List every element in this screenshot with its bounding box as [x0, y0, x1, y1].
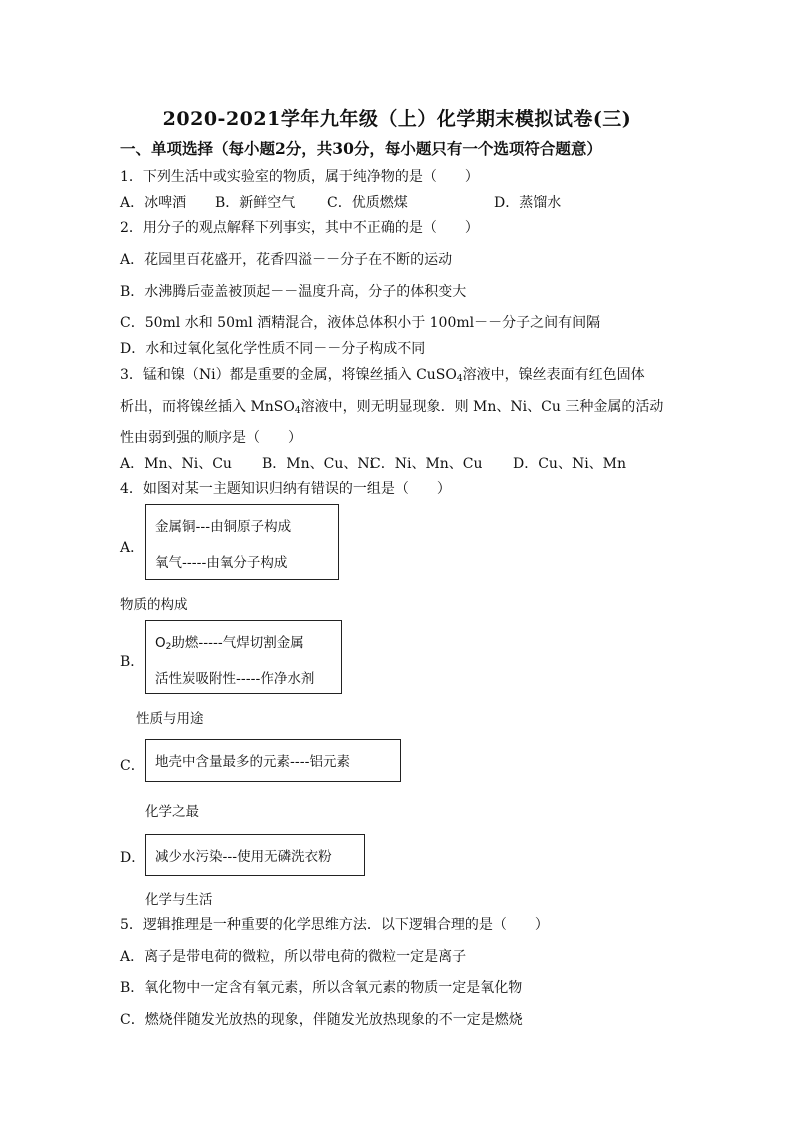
question-3-option-d: D．Cu、Ni、Mn	[513, 456, 627, 472]
question-1-stem: 1．下列生活中或实验室的物质，属于纯净物的是（ ）	[120, 169, 479, 185]
question-2-option-b: B．水沸腾后壶盖被顶起－－温度升高，分子的体积变大	[120, 284, 467, 300]
page-title: 2020-2021学年九年级（上）化学期末模拟试卷(三)	[162, 108, 632, 130]
question-2-option-d: D．水和过氧化氢化学性质不同－－分子构成不同	[120, 341, 426, 357]
question-4-option-a-label: A．	[120, 540, 145, 556]
question-5-option-b: B．氧化物中一定含有氧元素，所以含氧元素的物质一定是氧化物	[120, 980, 523, 996]
question-4-option-d-caption: 化学与生活	[145, 892, 213, 908]
question-1-option-a: A．冰啤酒	[120, 195, 187, 211]
question-5-option-c: C．燃烧伴随发光放热的现象，伴随发光放热现象的不一定是燃烧	[120, 1012, 523, 1028]
option-a-line-2: 氧气-----由氧分子构成	[155, 555, 288, 571]
question-3-line-1: 3．锰和镍（Ni）都是重要的金属，将镍丝插入 CuSO$_4$溶液中，镍丝表面有红色固体	[120, 367, 645, 384]
question-3-option-a: A．Mn、Ni、Cu	[120, 456, 232, 472]
question-3-option-c: C．Ni、Mn、Cu	[370, 456, 483, 472]
question-2-option-a: A．花园里百花盛开，花香四溢－－分子在不断的运动	[120, 252, 453, 268]
question-4-option-b-caption: 性质与用途	[136, 711, 204, 727]
question-5-option-a: A．离子是带电荷的微粒，所以带电荷的微粒一定是离子	[120, 949, 467, 965]
question-1-option-d: D．蒸馏水	[494, 195, 562, 211]
question-5-stem: 5．逻辑推理是一种重要的化学思维方法．以下逻辑合理的是（ ）	[120, 917, 549, 933]
question-4-option-b-label: B．	[120, 654, 145, 670]
question-2-stem: 2．用分子的观点解释下列事实，其中不正确的是（ ）	[120, 220, 479, 236]
question-1-option-c: C．优质燃煤	[327, 195, 408, 211]
question-4-stem: 4．如图对某一主题知识归纳有错误的一组是（ ）	[120, 481, 451, 497]
question-4-option-d-label: D．	[120, 850, 146, 866]
question-2-option-c: C．50ml 水和 50ml 酒精混合，液体总体积小于 100ml－－分子之间有间隔	[120, 315, 601, 331]
question-1-option-b: B．新鲜空气	[215, 195, 296, 211]
question-3-line-2: 析出，而将镍丝插入 MnSO$_4$溶液中，则无明显现象．则 Mn、Ni、Cu 三种金属的活动	[120, 399, 664, 416]
option-a-line-1: 金属铜---由铜原子构成	[155, 519, 292, 535]
question-3-option-b: B．Mn、Cu、Ni	[262, 456, 375, 472]
section-heading: 一、单项选择（每小题2分，共30分，每小题只有一个选项符合题意）	[120, 139, 602, 158]
question-4-option-c-caption: 化学之最	[145, 804, 199, 820]
option-b-line-1: $O_2$助燃-----气焊切割金属	[155, 635, 304, 652]
question-4-option-a-box	[145, 504, 339, 580]
question-3-line-3: 性由弱到强的顺序是（ ）	[120, 430, 302, 446]
question-4-option-d-box	[145, 834, 365, 876]
question-4-option-a-caption: 物质的构成	[120, 597, 188, 613]
option-b-line-2: 活性炭吸附性-----作净水剂	[155, 671, 315, 687]
option-d-line-1: 减少水污染---使用无磷洗衣粉	[155, 849, 332, 865]
question-4-option-b-box	[145, 620, 342, 694]
option-c-line-1: 地壳中含量最多的元素----铝元素	[155, 754, 350, 770]
question-4-option-c-box	[145, 739, 401, 782]
question-4-option-c-label: C．	[120, 758, 145, 774]
